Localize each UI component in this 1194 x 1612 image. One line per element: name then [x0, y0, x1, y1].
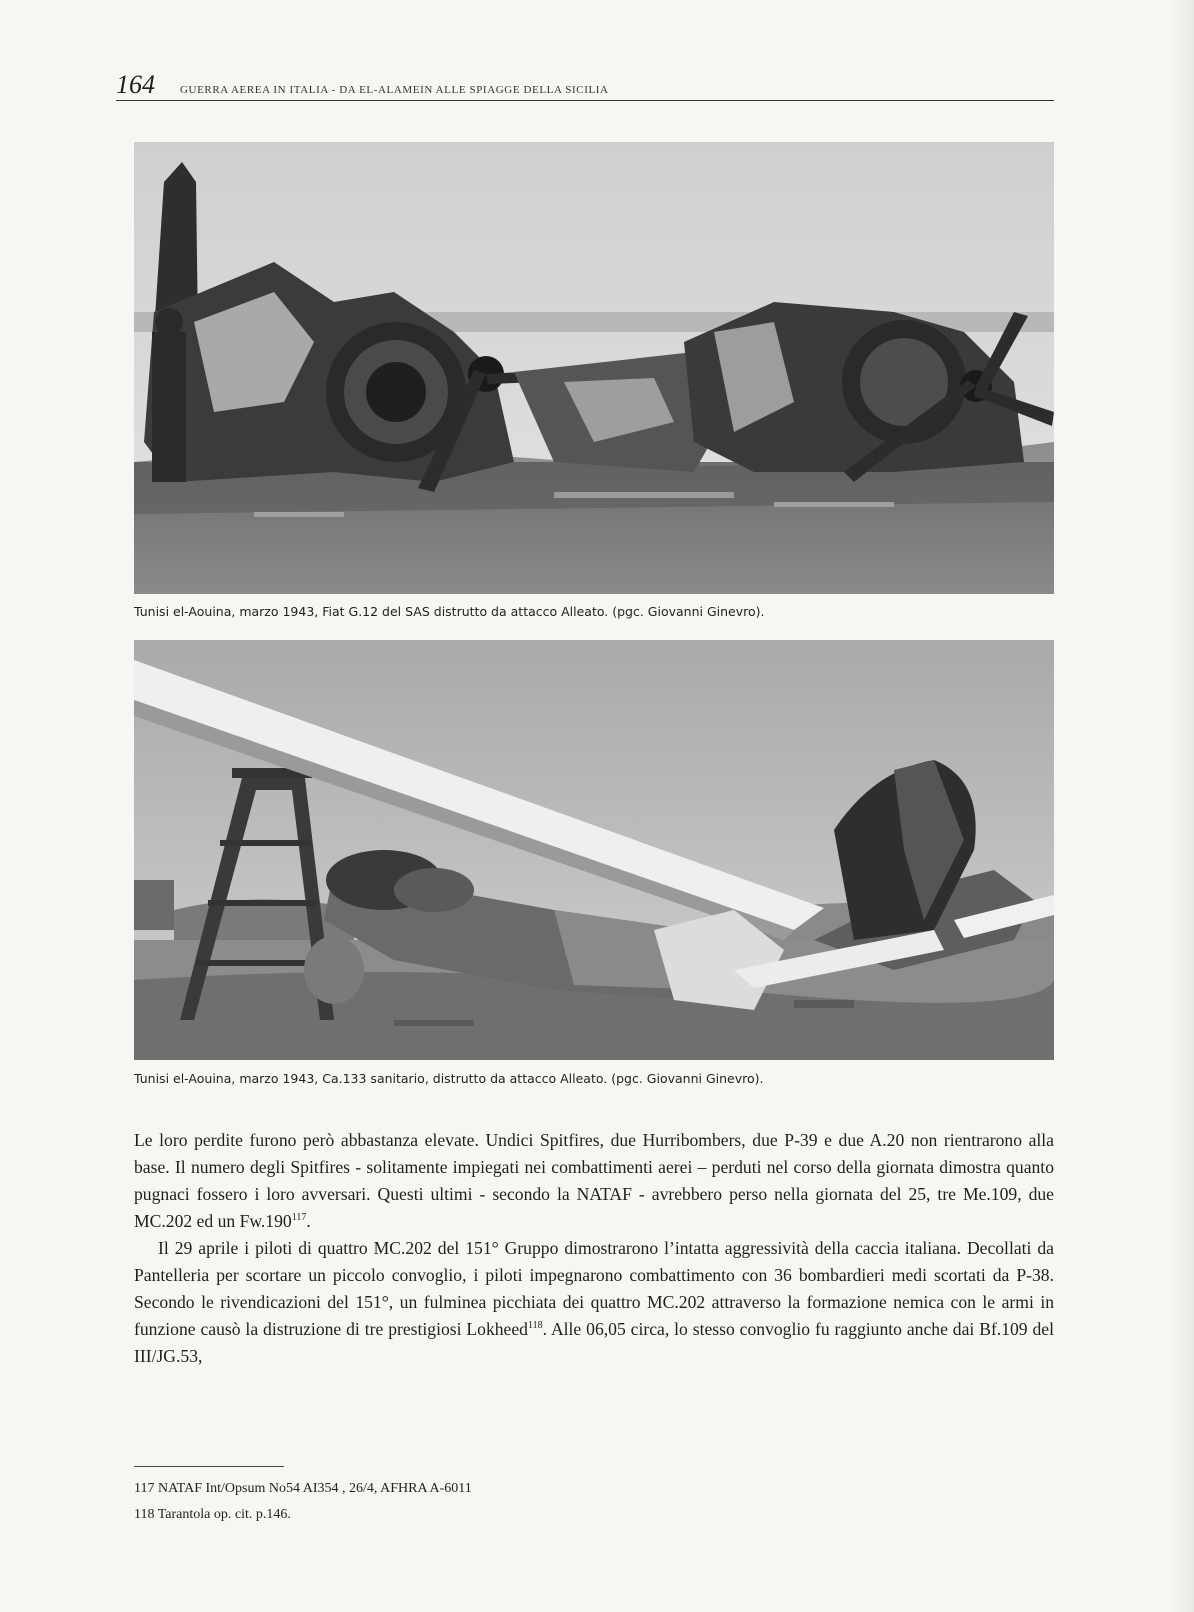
footnote-divider [134, 1466, 284, 1467]
photo-caption: Tunisi el-Aouina, marzo 1943, Ca.133 sanitario, distrutto da attacco Alleato. (pgc. Giovanni Ginevro). [134, 1071, 764, 1086]
footnote-ref: 118 [527, 1320, 543, 1332]
body-text [134, 1127, 1054, 1370]
running-title: GUERRA AEREA IN ITALIA - DA EL-ALAMEIN ALLE SPIAGGE DELLA SICILIA [180, 84, 609, 96]
footnotes [134, 1476, 1054, 1528]
photo-caption: Tunisi el-Aouina, marzo 1943, Fiat G.12 del SAS distrutto da attacco Alleato. (pgc. Giovanni Ginevro). [134, 604, 765, 619]
paragraph-text: . Alle 06,05 circa, lo stesso convoglio fu raggiunto anche dai Bf.109 del III/JG.53, [134, 1319, 1054, 1366]
paragraph-text: Le loro perdite furono però abbastanza elevate. Undici Spitfires, due Hurribombers, due P-39 e due A.20 non rientrarono alla base. Il numero degli Spitfires - solitamente impiegati nei combattimenti aerei – perduti nel corso della giornata dimostra quanto pugnaci fossero i loro avversari. Questi ultimi - secondo la NATAF - avrebbero perso nella giornata del 25, tre Me.109, due MC.202 ed un Fw.190 [134, 1130, 1054, 1231]
footnote: 118 Tarantola op. cit. p.146. [134, 1507, 291, 1522]
footnote-ref: 117 [291, 1212, 307, 1224]
photo-fiat-g12-wreck [134, 142, 1054, 594]
page-number: 164 [116, 70, 155, 99]
footnote: 117 NATAF Int/Opsum No54 AI354 , 26/4, AFHRA A-6011 [134, 1481, 472, 1496]
paragraph [134, 1235, 1054, 1370]
paragraph [134, 1127, 1054, 1235]
paragraph-text: Il 29 aprile i piloti di quattro MC.202 del 151° Gruppo dimostrarono l’intatta aggressività della caccia italiana. Decollati da Pantelleria per scortare un piccolo convoglio, i piloti impegnarono combattimento con 36 bombardieri medi scortati da P-38. Secondo le rivendicazioni del 151°, un fulminea picchiata dei quattro MC.202 attraverso la formazione nemica con le armi in funzione causò la distruzione di tre prestigiosi Lokheed [134, 1238, 1054, 1339]
page-header [116, 72, 1054, 101]
page-edge-shadow [1172, 0, 1194, 1612]
photo-ca133-wreck [134, 640, 1054, 1060]
paragraph-text: . [306, 1211, 311, 1231]
